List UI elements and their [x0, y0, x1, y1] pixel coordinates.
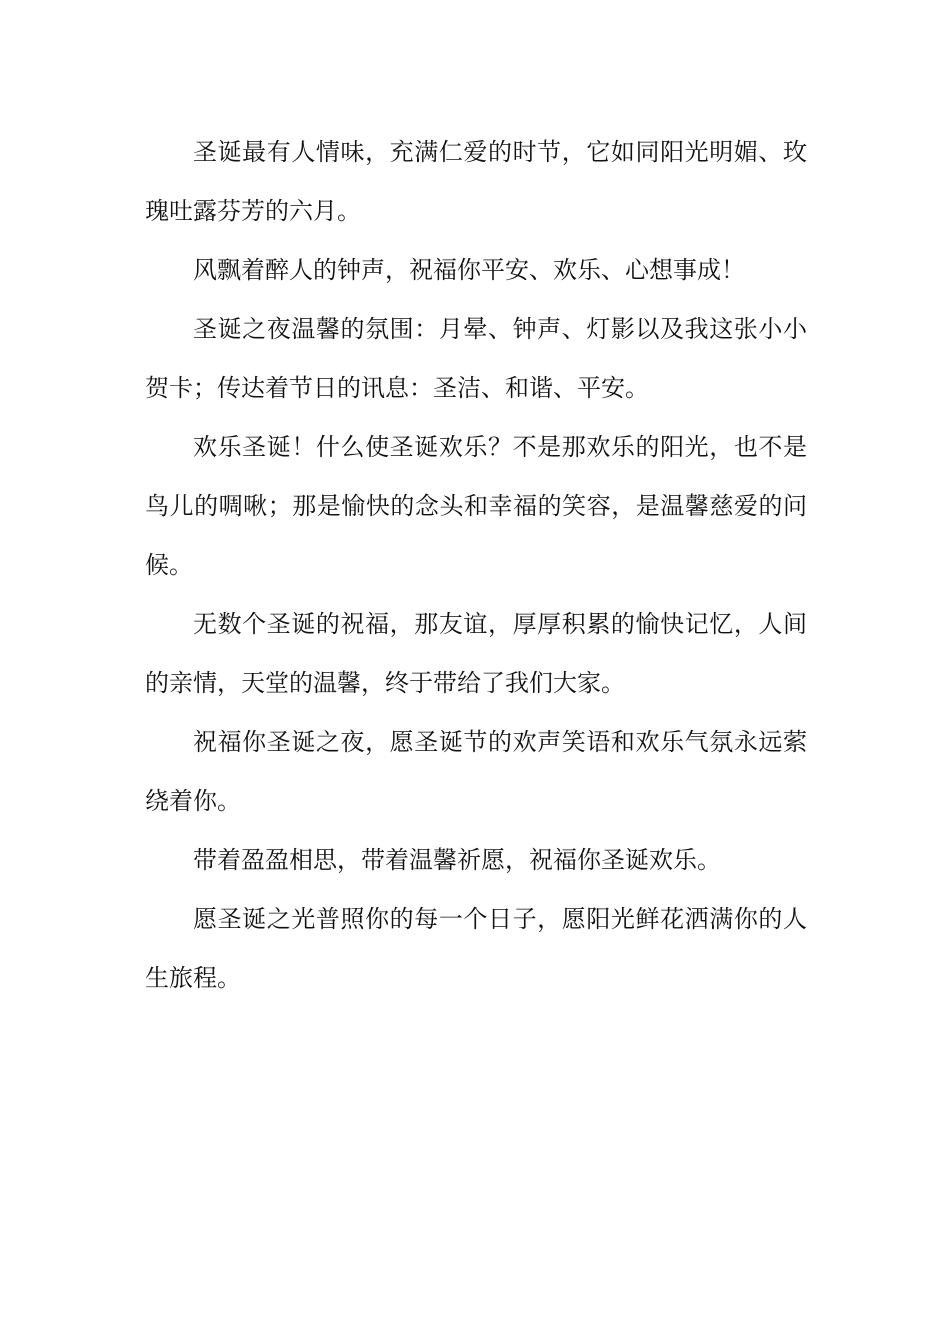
- paragraph: 圣诞之夜温馨的氛围：月晕、钟声、灯影以及我这张小小贺卡；传达着节日的讯息：圣洁、和谐、平安。: [145, 315, 807, 402]
- paragraph: 无数个圣诞的祝福，那友谊，厚厚积累的愉快记忆，人间的亲情，天堂的温馨，终于带给了我们大家。: [145, 610, 807, 697]
- paragraph: 愿圣诞之光普照你的每一个日子，愿阳光鲜花洒满你的人生旅程。: [145, 905, 807, 992]
- paragraph: 祝福你圣诞之夜，愿圣诞节的欢声笑语和欢乐气氛永远萦绕着你。: [145, 728, 807, 815]
- paragraph: 带着盈盈相思，带着温馨祈愿，祝福你圣诞欢乐。: [193, 846, 721, 874]
- paragraph: 圣诞最有人情味，充满仁爱的时节，它如同阳光明媚、玫瑰吐露芬芳的六月。: [145, 138, 807, 225]
- paragraph: 风飘着醉人的钟声，祝福你平安、欢乐、心想事成！: [193, 256, 745, 284]
- document-body: [145, 123, 807, 1008]
- paragraph: 欢乐圣诞！什么使圣诞欢乐？不是那欢乐的阳光，也不是鸟儿的啁啾；那是愉快的念头和幸福的笑容，是温馨慈爱的问候。: [145, 433, 807, 579]
